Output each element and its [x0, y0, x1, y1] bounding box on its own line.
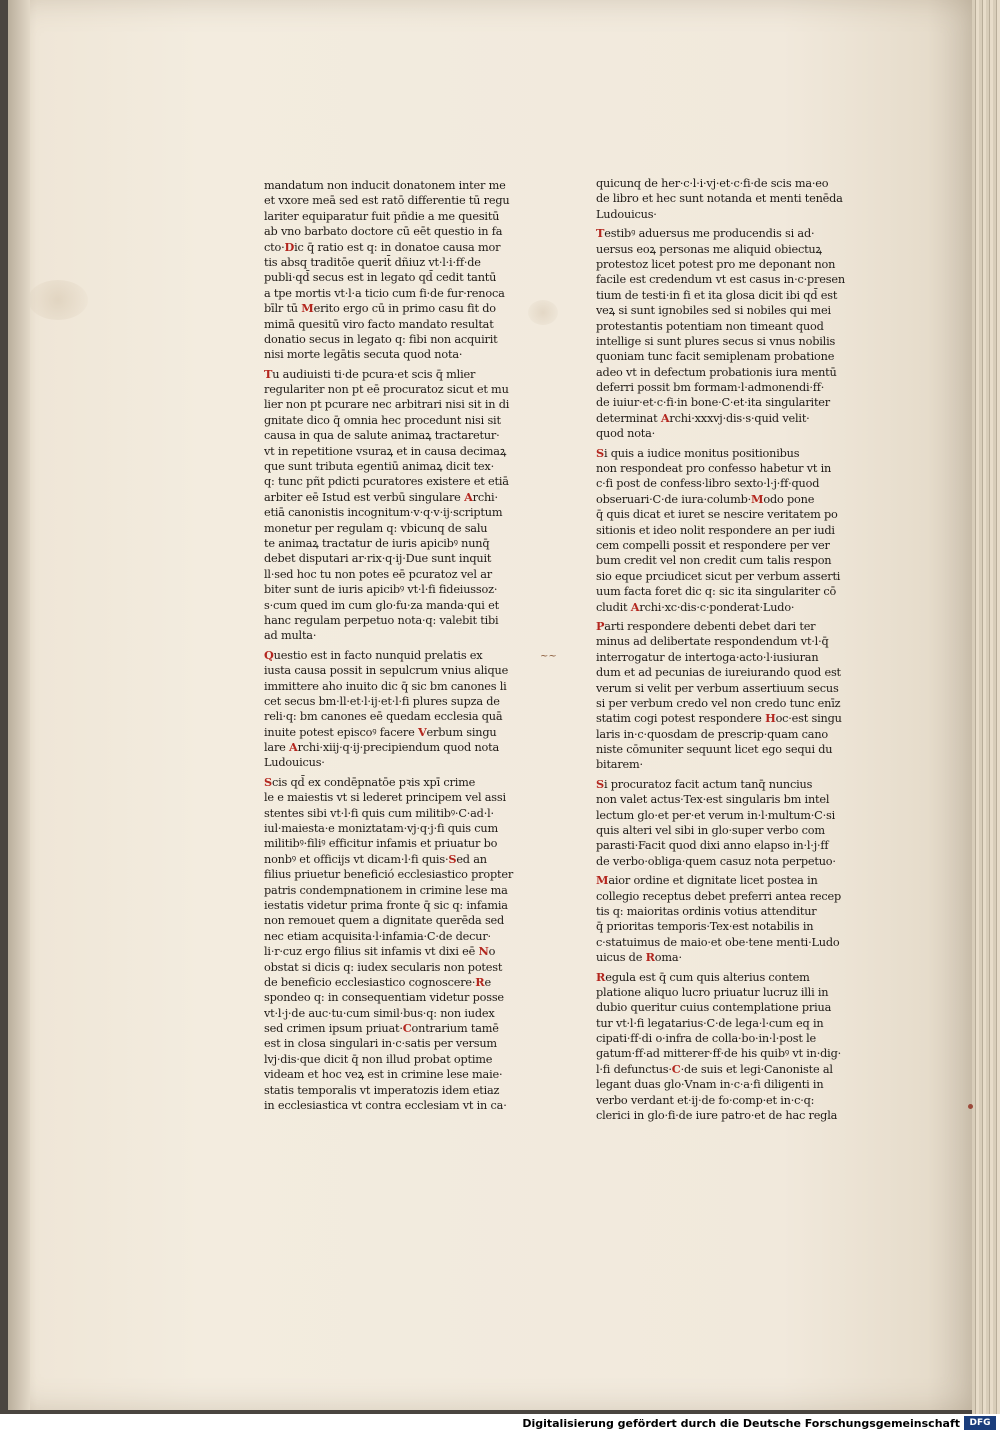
text-line: protestoz licet potest pro me deponant non	[596, 257, 836, 271]
text-line: Regula est q̄ cum quis alterius contem	[596, 969, 810, 984]
text-line: cipati·ff·di o·infra de colla·bo·in·l·post le	[596, 1032, 816, 1046]
text-line: cto·Dic q̄ ratio est q: in donatoe causa mor	[264, 239, 501, 254]
text-line: q̄ prioritas temporis·Tex·est notabilis in	[596, 920, 814, 934]
text-line: militibꝰ·filiꝰ efficitur infamis et priuatur bo	[264, 837, 498, 851]
text-line: uersus eoꝝ personas me aliquid obiectuꝝ	[596, 242, 822, 256]
text-line: non remouet quem a dignitate querēda sed	[264, 914, 505, 928]
text-line: gnitate dico q̄ omnia hec procedunt nisi sit	[264, 413, 501, 427]
text-line: veꝝ si sunt ignobiles sed si nobiles qui mei	[596, 304, 831, 318]
text-line: q̄ quis dicat et iuret se nescire veritatem po	[596, 508, 838, 522]
text-line: bitarem·	[596, 758, 643, 772]
text-line: clerici in glo·fi·de iure patro·et de hac regla	[596, 1109, 838, 1123]
text-line: intellige si sunt plures secus si vnus nobilis	[596, 334, 836, 348]
text-line: li·r·cuz ergo filius sit infamis vt dixi eē No	[264, 944, 496, 959]
text-line: hanc regulam perpetuo nota·q: valebit tibi	[264, 613, 499, 627]
text-line: spondeo q: in consequentiam videtur posse	[264, 991, 504, 1005]
rubricated-initial: H	[765, 711, 776, 726]
text-line: immittere aho inuito dic q̄ sic bm canones li	[264, 679, 507, 693]
rubricated-initial: C	[402, 1021, 412, 1036]
text-line: s·cum qued im cum glo·fu·za manda·qui et	[264, 598, 499, 612]
text-line: ab vno barbato doctore cū eēt questio in fa	[264, 225, 503, 239]
rubricated-initial: S	[596, 776, 604, 791]
text-line: lectum glo·et per·et verum in·l·multum·C·si	[596, 808, 836, 822]
ink-dot	[968, 1104, 973, 1109]
text-line: lier non pt pcurare nec arbitrari nisi sit in di	[264, 398, 510, 412]
page-gutter	[8, 0, 30, 1410]
rubricated-initial: S	[596, 445, 604, 460]
text-line: sed crimen ipsum priuat·Contrarium tamē	[264, 1021, 499, 1036]
text-line: uum facta foret dic q: sic ita singulariter cō	[596, 585, 837, 599]
text-line: quicunq de her·c·l·i·vj·et·c·fi·de scis ma·eo	[596, 177, 829, 190]
rubricated-initial: A	[464, 489, 473, 504]
text-line: Ludouicus·	[264, 756, 325, 770]
text-line: ad multa·	[264, 629, 317, 643]
text-line: iusta causa possit in sepulcrum vnius alique	[264, 664, 509, 678]
rubricated-initial: S	[264, 774, 272, 789]
text-line: lvj·dis·que dicit q̄ non illud probat optime	[264, 1052, 493, 1066]
footer-credit: Digitalisierung gefördert durch die Deutsche Forschungsgemeinschaft	[522, 1417, 960, 1430]
text-line: Maior ordine et dignitate licet postea in	[596, 873, 818, 888]
text-line: minus ad delibertate respondendum vt·l·q̄	[596, 635, 829, 649]
rubricated-initial: M	[596, 873, 609, 888]
text-line: protestantis potentiam non timeant quod	[596, 319, 824, 333]
page-edges	[972, 0, 1000, 1414]
text-line: de verbo·obliga·quem casuz nota perpetuo·	[596, 854, 836, 868]
rubricated-initial: A	[289, 740, 298, 755]
text-line: dum et ad pecunias de iureiurando quod est	[596, 666, 841, 680]
text-line: lariter equiparatur fuit pñdie a me quesitū	[264, 209, 500, 223]
text-line: Si procuratoz facit actum tanq̄ nuncius	[596, 776, 813, 791]
text-line: statim cogi potest respondere Hoc·est singu	[596, 711, 842, 726]
rubricated-initial: N	[478, 944, 489, 959]
text-line: iul·maiesta·e moniztatam·vj·q·j·fi quis cum	[264, 822, 498, 836]
text-line: inuite potest episcoꝰ facere Verbum singu	[264, 724, 497, 739]
text-line: etiā canonistis incognitum·v·q·v·ij·scriptum	[264, 506, 503, 520]
text-line: monetur per regulam q: vbicunq de salu	[264, 521, 488, 535]
text-line: patris condempnationem in crimine lese ma	[264, 883, 508, 897]
text-line: non valet actus·Tex·est singularis bm intel	[596, 793, 830, 807]
text-line: biter sunt de iuris apicibꝰ vt·l·fi fideiussoz·	[264, 583, 498, 597]
text-line: mimā quesitū viro facto mandato resultat	[264, 317, 494, 331]
text-line: tium de testi·in fi et ita glosa dicit ibi qd̄ est	[596, 288, 838, 302]
text-line: causa in qua de salute animaꝝ tractaretur·	[264, 429, 500, 443]
text-line: platione aliquo lucro priuatur lucruz illi in	[596, 985, 829, 999]
text-line: in ecclesiastica vt contra ecclesiam vt in ca·	[264, 1099, 507, 1113]
text-line: bum credit vel non credit cum talis respon	[596, 554, 832, 568]
text-line: bīlr tū Merito ergo cū in primo casu fit do	[264, 301, 496, 316]
rubricated-initial: P	[596, 618, 605, 633]
text-line: mandatum non inducit donatonem inter me	[264, 179, 506, 192]
text-line: cem compelli possit et respondere per ver	[596, 538, 830, 552]
text-line: nec etiam acquisita·l·infamia·C·de decur·	[264, 929, 491, 943]
text-line: lare Archi·xiij·q·ij·precipiendum quod nota	[264, 740, 499, 755]
text-line: niste cōmuniter sequunt licet ego sequi du	[596, 743, 833, 757]
rubricated-initial: M	[301, 301, 314, 316]
rubricated-initial: R	[596, 969, 606, 984]
text-line: videam et hoc veꝝ est in crimine lese maie·	[264, 1068, 503, 1082]
rubricated-initial: R	[645, 950, 655, 965]
text-line: quis alteri vel sibi in glo·super verbo com	[596, 824, 825, 838]
text-line: de beneficio ecclesiastico cognoscere·Re	[264, 974, 491, 989]
text-line: dubio queritur cuius contemplatione priua	[596, 1001, 832, 1015]
text-line: parasti·Facit quod dixi anno elapso in·l·j·ff	[596, 839, 829, 853]
text-line: verum si velit per verbum assertiuum secus	[596, 681, 839, 695]
text-line: Scis qd̄ ex condēpnatōe pꝛis xpī crime	[264, 774, 476, 789]
text-line: ll·sed hoc tu non potes eē pcuratoz vel ar	[264, 567, 492, 581]
text-line: Parti respondere debenti debet dari ter	[596, 618, 816, 633]
text-line: gatum·ff·ad mitterer·ff·de his quibꝰ vt in·dig·	[596, 1047, 842, 1061]
text-line: le e maiestis vt si lederet principem vel assi	[264, 791, 506, 805]
text-line: sitionis et ideo nolit respondere an per iudi	[596, 523, 835, 537]
rubricated-initial: V	[417, 724, 427, 739]
text-line: Ludouicus·	[596, 207, 657, 221]
text-line: et vxore meā sed est ratō differentie tū regu	[264, 194, 510, 208]
rubricated-initial: A	[630, 599, 640, 614]
text-line: cludit Archi·xc·dis·c·ponderat·Ludo·	[596, 599, 795, 614]
text-line: quoniam tunc facit semiplenam probatione	[596, 350, 835, 364]
text-line: a tpe mortis vt·l·a ticio cum fi·de fur·renoca	[264, 286, 505, 300]
text-line: donatio secus in legato q: fibi non acquirit	[264, 332, 498, 346]
rubricated-initial: S	[448, 851, 457, 866]
text-line: Testibꝰ aduersus me producendis si ad·	[596, 226, 815, 241]
text-line: si per verbum credo vel non credo tunc enīz	[596, 696, 841, 710]
text-line: reli·q: bm canones eē quedam ecclesia quā	[264, 710, 503, 724]
text-line: est in closa singulari in·c·satis per versum	[264, 1037, 497, 1051]
page-stain	[28, 280, 88, 320]
text-line: c·fi post de confess·libro sexto·l·j·ff·quod	[596, 477, 820, 491]
text-line: obseruari·C·de iura·columb·Modo pone	[596, 491, 815, 506]
text-line: arbiter eē Istud est verbū singulare Archi·	[264, 489, 498, 504]
margin-mark: ~~	[540, 651, 557, 662]
text-line: adeo vt in defectum probationis iura mentū	[596, 365, 837, 379]
text-line: deferri possit bm formam·l·admonendi·ff·	[596, 381, 825, 395]
text-line: regulariter non pt eē procuratoz sicut et mu	[264, 383, 509, 397]
text-line: statis temporalis vt imperatozis idem etiaz	[264, 1083, 500, 1097]
text-line: tis q: maioritas ordinis votius attenditur	[596, 904, 817, 918]
rubricated-initial: T	[596, 226, 605, 241]
text-line: que sunt tributa egentiū animaꝝ dicit tex·	[264, 460, 494, 474]
rubricated-initial: Q	[264, 647, 274, 662]
right-text-column	[596, 176, 858, 1123]
text-line: uicus de Roma·	[596, 950, 682, 965]
text-line: te animaꝝ tractatur de iuris apicibꝰ nunq̄	[264, 536, 490, 550]
text-line: obstat si dicis q: iudex secularis non potest	[264, 960, 503, 974]
text-line: collegio receptus debet preferri antea recep	[596, 889, 842, 903]
text-line: non respondeat pro confesso habetur vt in	[596, 462, 832, 476]
text-line: interrogatur de intertoga·acto·l·iusiuran	[596, 650, 819, 664]
text-line: tis absq traditōe querit̄ dñiuz vt·l·i·ff·de	[264, 255, 481, 269]
text-line: verbo verdant et·ij·de fo·comp·et in·c·q:	[596, 1093, 815, 1107]
text-line: iestatis videtur prima fronte q̄ sic q: infamia	[264, 898, 508, 912]
rubricated-initial: T	[264, 366, 273, 381]
text-line: l·fi defunctus·C·de suis et legi·Canoniste al	[596, 1061, 833, 1076]
text-line: quod nota·	[596, 427, 656, 441]
text-line: determinat Archi·xxxvj·dis·s·quid velit·	[596, 410, 810, 425]
text-line: debet disputari ar·rix·q·ij·Due sunt inquit	[264, 552, 492, 566]
text-line: sio eque prciudicet sicut per verbum asserti	[596, 569, 841, 583]
rubricated-initial: M	[751, 491, 764, 506]
dfg-logo: DFG	[964, 1416, 996, 1430]
text-line: filius priuetur benefició ecclesiastico propter	[264, 868, 514, 882]
text-line: de libro et hec sunt notanda et menti tenēda	[596, 192, 843, 206]
text-line: q: tunc pñt pdicti pcuratores existere et etiā	[264, 475, 509, 489]
text-line: publi·qd̄ secus est in legato qd̄ cedit tantū	[264, 271, 497, 285]
text-line: Si quis a iudice monitus positionibus	[596, 445, 800, 460]
text-line: Questio est in facto nunquid prelatis ex	[264, 647, 483, 662]
left-text-column	[264, 178, 546, 1113]
text-line: laris in·c·quosdam de prescrip·quam cano	[596, 727, 828, 741]
text-line: stentes sibi vt·l·fi quis cum militibꝰ·C·ad·l·	[264, 806, 494, 820]
rubricated-initial: R	[475, 974, 485, 989]
text-line: facile est credendum vt est casus in·c·presen	[596, 273, 845, 287]
text-line: de iuiur·et·c·fi·in bone·C·et·ita singulariter	[596, 396, 830, 410]
text-line: tur vt·l·fi legatarius·C·de lega·l·cum eq in	[596, 1016, 824, 1030]
text-line: nonbꝰ et officijs vt dicam·l·fi quis·Sed an	[264, 851, 487, 866]
rubricated-initial: A	[660, 410, 670, 425]
text-line: c·statuimus de maio·et obe·tene menti·Ludo	[596, 935, 840, 949]
text-line: vt in repetitione vsuraꝝ et in causa decimaꝝ	[264, 444, 507, 458]
text-line: vt·l·j·de auc·tu·cum simil·bus·q: non iudex	[264, 1006, 495, 1020]
footer-bar	[0, 1414, 1000, 1433]
text-line: legant duas glo·Vnam in·c·a·fi diligenti in	[596, 1078, 824, 1092]
rubricated-initial: D	[284, 239, 295, 254]
text-line: Tu audiuisti ti·de pcura·et scis q̄ mlier	[264, 366, 476, 381]
text-line: nisi morte legātis secuta quod nota·	[264, 348, 463, 362]
rubricated-initial: C	[671, 1061, 681, 1076]
text-line: cet secus bm·ll·et·l·ij·et·l·fi plures supza de	[264, 694, 500, 708]
